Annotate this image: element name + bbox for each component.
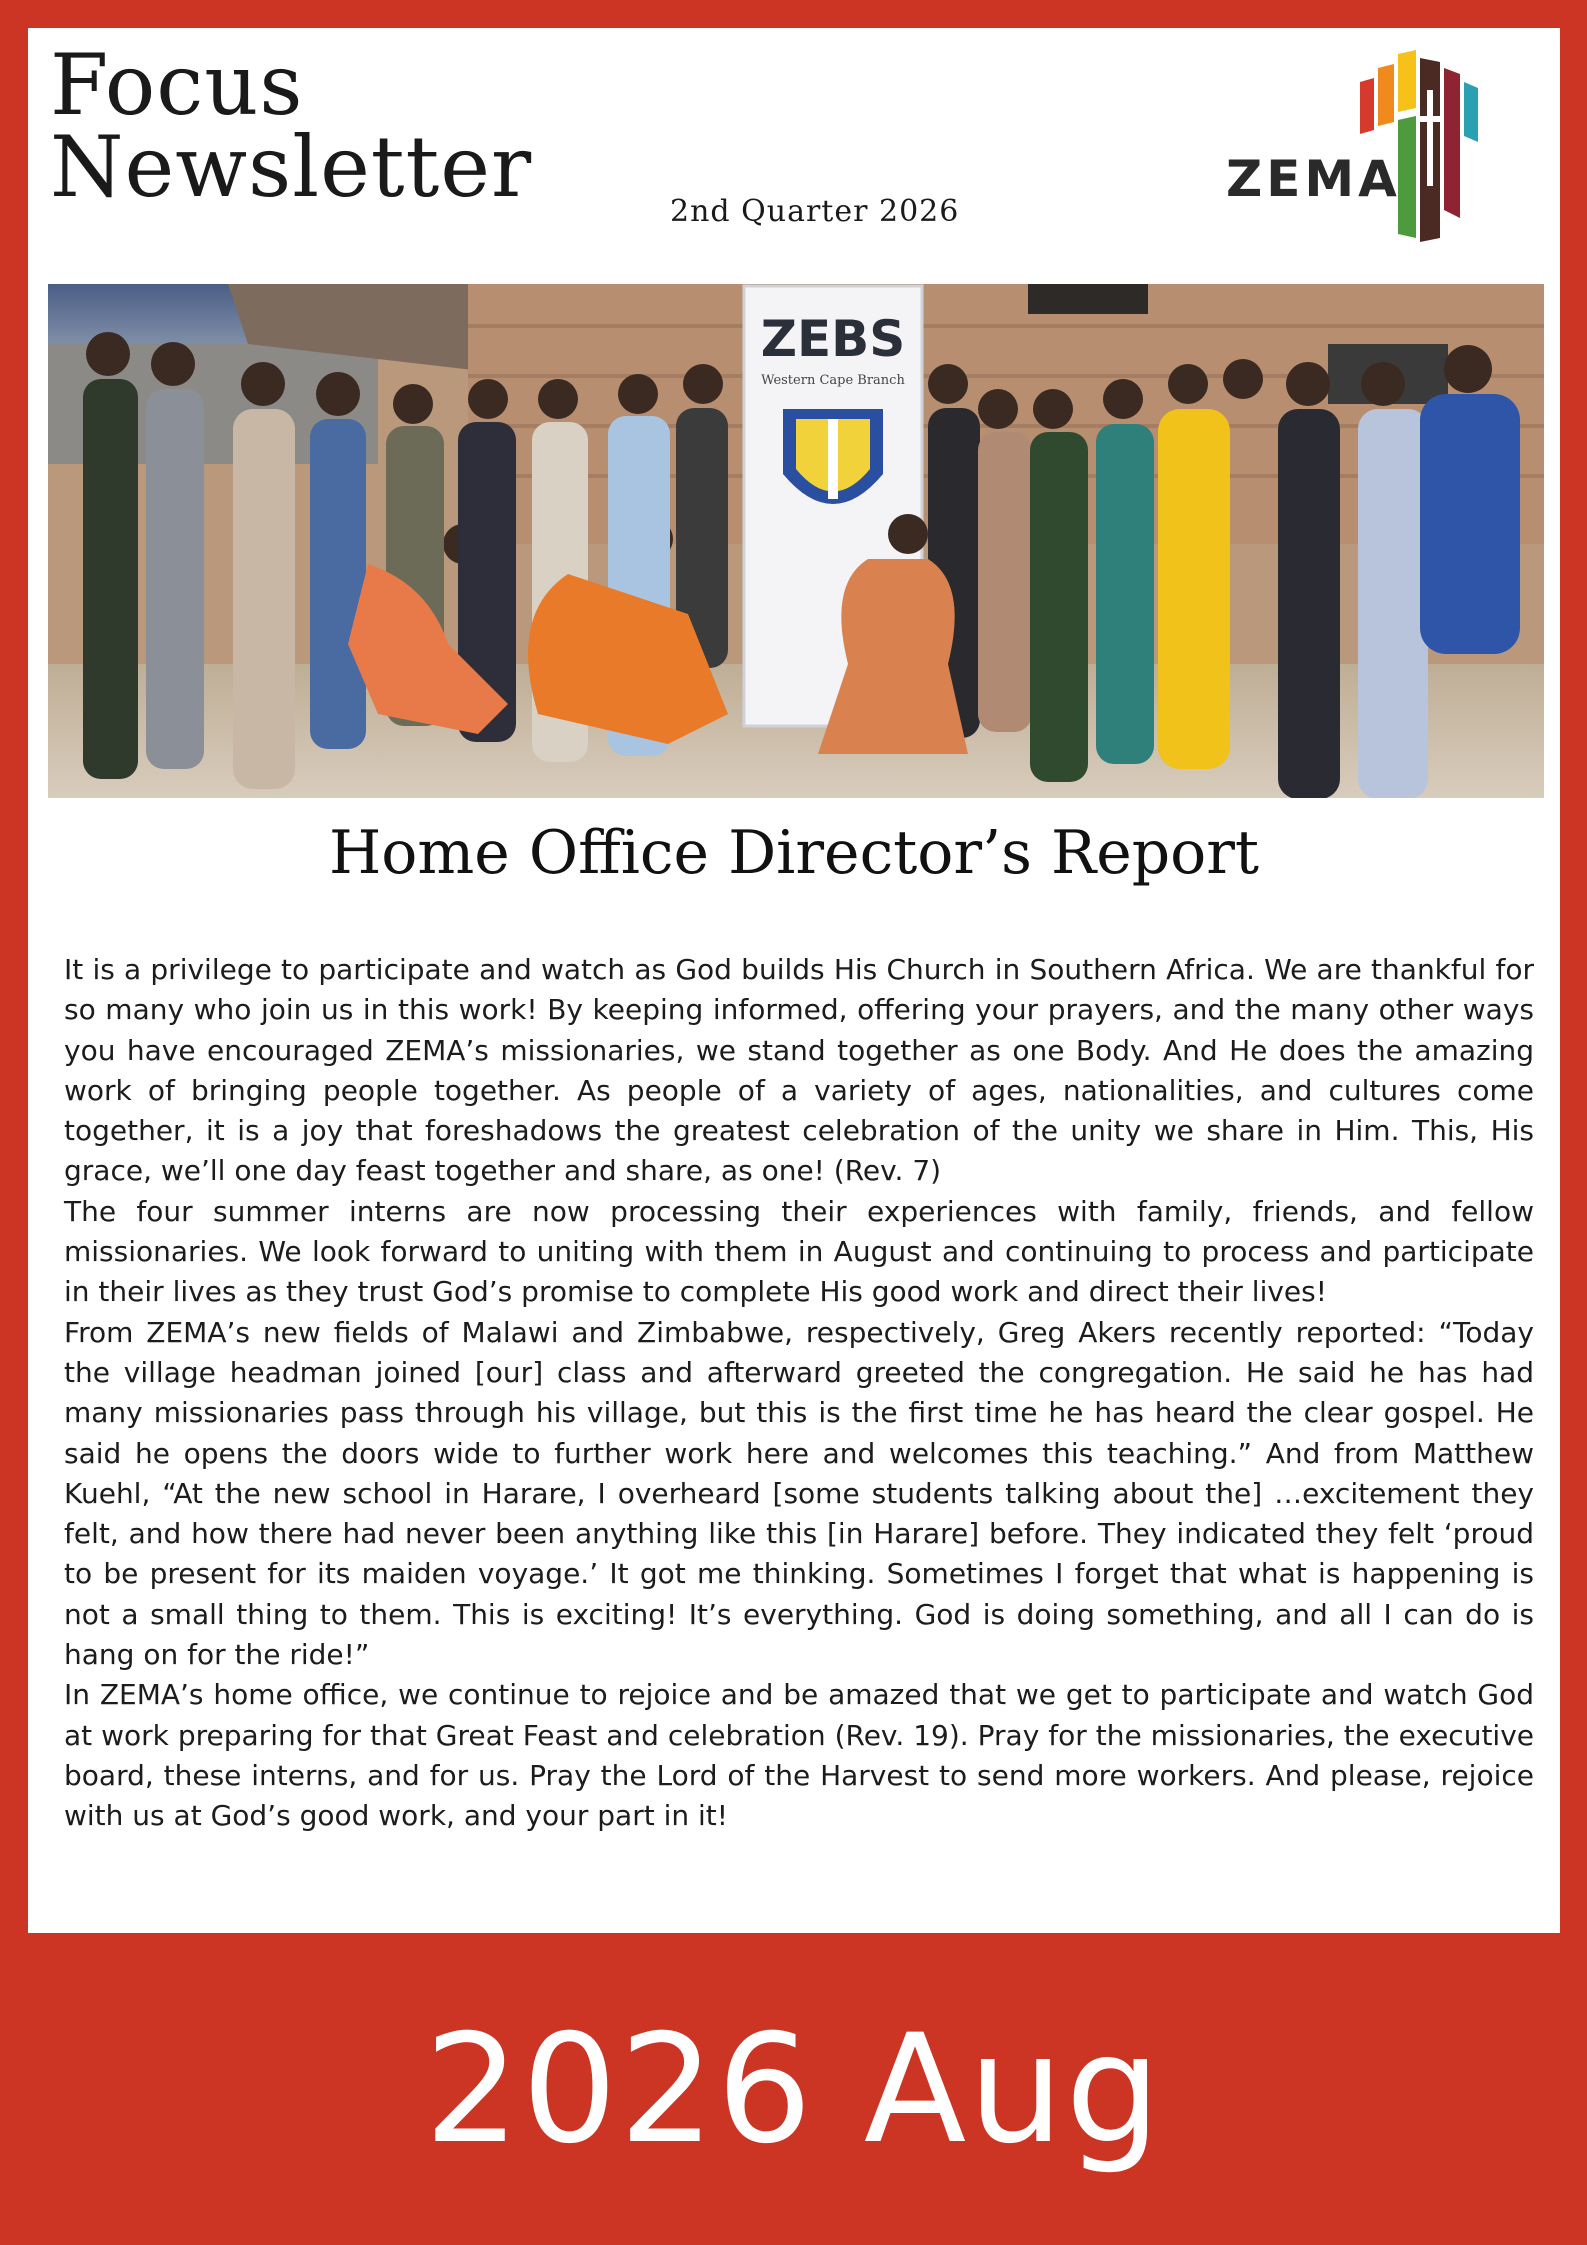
zema-logo — [1198, 38, 1538, 248]
title-line-newsletter: Newsletter — [50, 118, 533, 216]
report-paragraph: In ZEMA’s home office, we continue to rejoice and be amazed that we get to participate and watch God at work preparing for that Great Feast and celebration (Rev. 19). Pray for the missionaries, the executive board, these interns, and for us. Pray the Lord of the Harvest to send more workers. And please, rejoice with us at God’s good work, and your part in it! — [64, 1678, 1534, 1833]
logo-wordmark: ZEMA — [1226, 150, 1401, 208]
issue-quarter: 2nd Quarter 2026 — [670, 194, 960, 229]
newsletter-page — [28, 28, 1560, 1933]
issue-date: 2026 Aug — [424, 2003, 1163, 2177]
zema-logo-mark-icon — [1198, 38, 1538, 248]
report-paragraph: The four summer interns are now processing their experiences with family, friends, and fellow missionaries. We look forward to uniting with them in August and continuing to process and participate in their lives as they trust God’s promise to complete His good work and direct their lives! — [64, 1194, 1534, 1309]
report-paragraph: It is a privilege to participate and watch as God builds His Church in Southern Africa. We are thankful for so many who join us in this work! By keeping informed, offering your prayers, and the many other ways you have encouraged ZEMA’s missionaries, we stand together as one Body. And He does the amazing work of bringing people together. As people of a variety of ages, nationalities, and cultures come together, it is a joy that foreshadows the greatest celebration of the unity we share in Him. This, His grace, we’ll one day feast together and share, as one! (Rev. 7) — [64, 953, 1534, 1188]
newsletter-title — [50, 36, 533, 216]
group-photo — [48, 284, 1544, 798]
report-paragraph: From ZEMA’s new fields of Malawi and Zimbabwe, respectively, Greg Akers recently reported: “Today the village headman joined [our] class and afterward greeted the congregation. He said he has had many missionaries pass through his village, but this is the first time he has heard the clear gospel. He said he opens the doors wide to further work here and welcomes this teaching.” And from Matthew Kuehl, “At the new school in Harare, I overheard [some students talking about the] …excitement they felt, and how there had never been anything like this [in Harare] before. They indicated they felt ‘proud to be present for its maiden voyage.’ It got me thinking. Sometimes I forget that what is happening is not a small thing to them. This is exciting! It’s everything. God is doing something, and all I can do is hang on for the ride!” — [64, 1315, 1534, 1672]
group-photo-image — [48, 284, 1544, 798]
title-line-focus: Focus — [50, 36, 304, 134]
banner-subtitle: Western Cape Branch — [761, 373, 905, 388]
report-title: Home Office Director’s Report — [328, 818, 1260, 888]
report-body — [64, 950, 1534, 1837]
banner-title: ZEBS — [760, 310, 906, 368]
